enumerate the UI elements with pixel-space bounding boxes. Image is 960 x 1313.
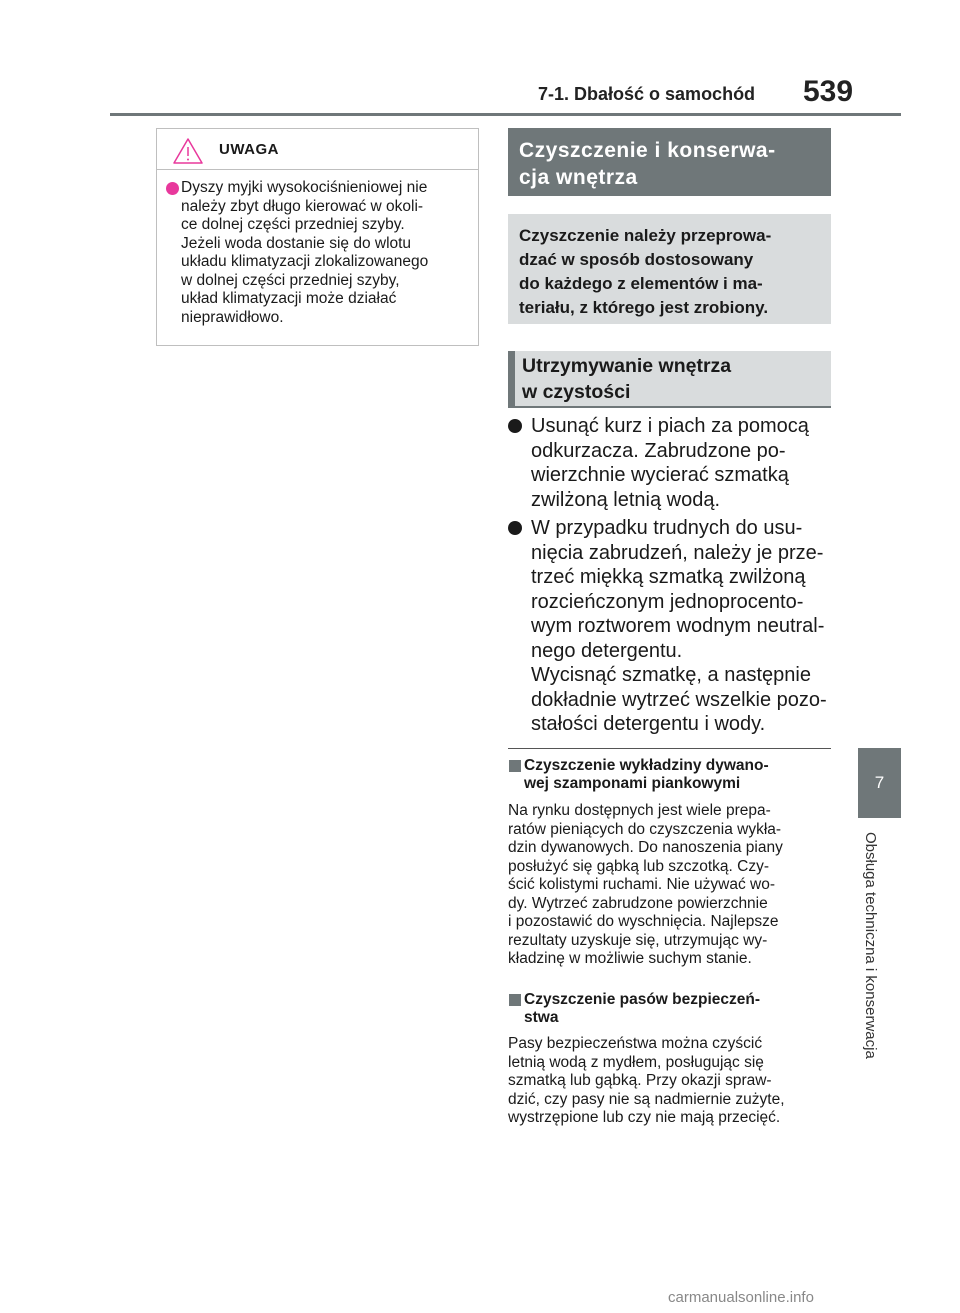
carpet-paragraph	[508, 802, 783, 969]
bullet-line: zwilżoną letnią wodą.	[531, 488, 720, 511]
paragraph-line: dzić, czy pasy nie są nadmiernie zużyte,	[508, 1090, 785, 1108]
section-divider	[508, 748, 831, 749]
watermark-text: carmanualsonline.info	[668, 1289, 814, 1306]
paragraph-line: kładzinę w możliwie suchym stanie.	[508, 950, 752, 967]
warning-line: Dyszy myjki wysokociśnieniowej nie	[181, 179, 428, 196]
warning-text	[157, 170, 478, 327]
paragraph-line: letnią wodą z mydłem, posługując się	[508, 1053, 764, 1071]
section-title-line: Czyszczenie i konserwa-	[519, 139, 776, 162]
subsection-title-line: w czystości	[522, 381, 631, 403]
bullet-line: rozcieńczonym jednoprocento-	[531, 590, 804, 613]
bullet-line: Wycisnąć szmatkę, a następnie	[531, 664, 811, 686]
bullet-line: Usunąć kurz i piach za pomocą	[531, 415, 809, 437]
bullet-line: wierzchnie wycierać szmatką	[531, 464, 789, 486]
bullet-line: wym roztworem wodnym neutral-	[531, 615, 825, 637]
bullet-line: odkurzacza. Zabrudzone po-	[531, 439, 786, 462]
bullet-line: W przypadku trudnych do usu-	[531, 517, 803, 539]
section-title-line: cja wnętrza	[519, 166, 638, 189]
warning-line: należy zbyt długo kierować w okoli-	[181, 197, 424, 215]
bullet-item	[508, 516, 838, 737]
bullet-line: stałości detergentu i wody.	[531, 713, 766, 735]
bullet-line: nego detergentu.	[531, 639, 683, 662]
bullet-line: nięcia zabrudzeń, należy je prze-	[531, 541, 824, 564]
belts-heading	[508, 991, 760, 1027]
paragraph-line: dzin dywanowych. Do nanoszenia piany	[508, 839, 783, 856]
bullet-dot-icon	[508, 419, 522, 433]
page-number: 539	[803, 75, 854, 108]
paragraph-line: wystrzępione lub czy nie mają przecięć.	[508, 1109, 781, 1126]
carpet-heading	[508, 757, 769, 793]
warning-header	[157, 129, 478, 170]
warning-triangle-icon	[173, 138, 203, 164]
warning-line: nieprawidłowo.	[181, 308, 284, 326]
warning-line: Jeżeli woda dostanie się do wlotu	[181, 234, 412, 252]
header-divider	[110, 113, 901, 116]
bullet-line: dokładnie wytrzeć wszelkie pozo-	[531, 688, 827, 711]
paragraph-line: ratów pieniących do czyszczenia wykła-	[508, 820, 782, 838]
warning-line: ce dolnej części przedniej szyby.	[181, 216, 405, 233]
heading-line: Czyszczenie wykładziny dywano-	[524, 757, 769, 774]
paragraph-line: i pozostawić do wyschnięcia. Najlepsze	[508, 913, 779, 930]
warning-title: UWAGA	[219, 141, 279, 158]
subsection-title	[508, 351, 831, 408]
bullet-dot-icon	[508, 521, 522, 535]
square-bullet-icon	[509, 760, 521, 772]
section-intro	[508, 214, 831, 324]
warning-box	[156, 128, 479, 346]
paragraph-line: rezultaty uzyskuje się, utrzymując wy-	[508, 931, 768, 949]
square-bullet-icon	[509, 994, 521, 1006]
paragraph-line: ścić kolistymi ruchami. Nie używać wo-	[508, 876, 775, 893]
section-header-title: 7-1. Dbałość o samochód	[538, 84, 756, 104]
paragraph-line: dy. Wytrzeć zabrudzone powierzchnie	[508, 894, 768, 912]
heading-line: Czyszczenie pasów bezpieczeń-	[524, 991, 761, 1008]
paragraph-line: Pasy bezpieczeństwa można czyścić	[508, 1035, 763, 1052]
intro-line: teriału, z którego jest zrobiony.	[519, 298, 769, 317]
warning-line: układu klimatyzacji zlokalizowanego	[181, 253, 429, 270]
intro-line: do każdego z elementów i ma-	[519, 274, 763, 293]
warning-line: w dolnej części przedniej szyby,	[181, 271, 400, 289]
warning-line: układ klimatyzacji może działać	[181, 290, 397, 307]
intro-line: dzać w sposób dostosowany	[519, 250, 754, 269]
paragraph-line: Na rynku dostępnych jest wiele prepa-	[508, 802, 771, 819]
paragraph-line: posłużyć się gąbką lub szczotką. Czy-	[508, 857, 770, 875]
intro-line: Czyszczenie należy przeprowa-	[519, 226, 772, 245]
chapter-tab-label: Obsługa techniczna i konserwacja	[862, 832, 879, 1059]
belts-paragraph	[508, 1035, 785, 1128]
bullet-line: trzeć miękką szmatką zwilżoną	[531, 566, 806, 588]
paragraph-line: szmatką lub gąbką. Przy okazji spraw-	[508, 1072, 772, 1089]
warning-bullet-icon	[166, 182, 179, 195]
bullet-item	[508, 414, 838, 512]
section-title	[508, 128, 831, 196]
heading-line: wej szamponami piankowymi	[524, 775, 741, 792]
heading-line: stwa	[524, 1009, 559, 1026]
chapter-tab-number: 7	[858, 748, 901, 818]
subsection-title-line: Utrzymywanie wnętrza	[522, 355, 732, 377]
